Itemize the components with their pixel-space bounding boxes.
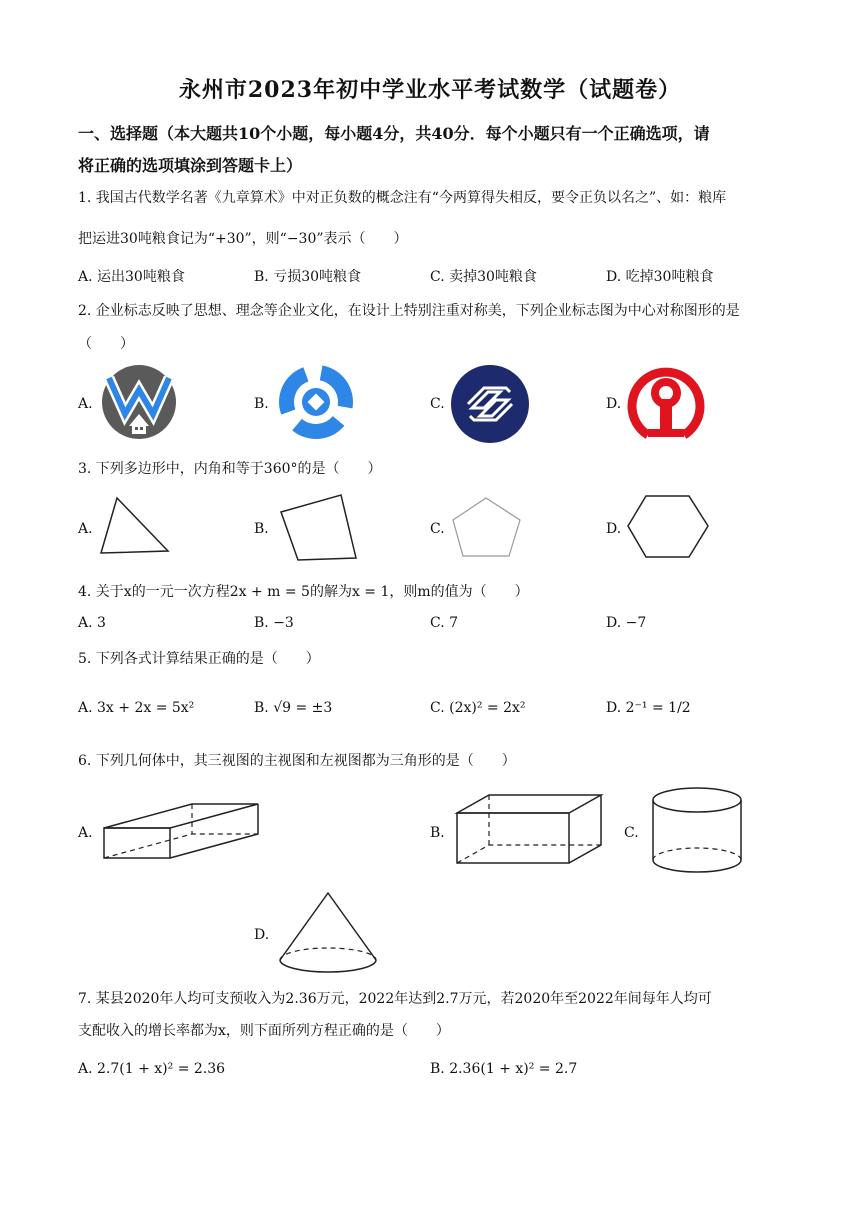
q1-option-d: D. 吃掉30吨粮食 [606,269,714,285]
q1-stem-line2: 把运进30吨粮食记为“+30”，则“−30”表示（ ） [78,231,408,247]
section-heading-line1: 一、选择题（本大题共10个小题，每小题4分，共40分．每个小题只有一个正确选项，请 [78,124,710,143]
cone-shape [276,890,380,976]
q4-option-d: D. −7 [606,615,647,631]
q6-label-a: A. [78,825,93,841]
q4-option-b: B. −3 [254,615,294,631]
q3-stem: 3. 下列多边形中，内角和等于360°的是（ ） [78,461,382,477]
q5-option-b: B. √9 = ±3 [254,700,333,716]
page-title: 永州市2023年初中学业水平考试数学（试题卷） [178,77,682,103]
q7-option-a: A. 2.7(1 + x)² = 2.36 [78,1061,226,1077]
q5-stem: 5. 下列各式计算结果正确的是（ ） [78,651,320,667]
q3-label-a: A. [78,521,93,537]
logo-c-interlock [450,364,530,444]
box-prism-shape [455,793,605,867]
quadrilateral-shape [275,492,360,562]
flat-prism-shape [102,800,262,862]
q6-label-d: D. [254,927,270,943]
q4-option-a: A. 3 [78,615,106,631]
q2-stem-line2: （ ） [78,336,134,352]
q1-option-a: A. 运出30吨粮食 [78,269,185,285]
q3-label-d: D. [606,521,622,537]
logo-a-w-house [101,364,177,440]
q1-stem-line1: 1. 我国古代数学名著《九章算术》中对正负数的概念注有“今两算得失相反，要令正负以名之”、如：粮库 [78,190,727,206]
triangle-shape [95,495,175,557]
pentagon-shape [450,495,525,560]
q5-option-a: A. 3x + 2x = 5x² [78,700,195,716]
q1-option-b: B. 亏损30吨粮食 [254,269,362,285]
q6-stem: 6. 下列几何体中，其三视图的主视图和左视图都为三角形的是（ ） [78,753,516,769]
section-heading-line2: 将正确的选项填涂到答题卡上） [78,156,303,175]
q7-stem-line2: 支配收入的增长率都为x，则下面所列方程正确的是（ ） [78,1023,450,1039]
q2-label-c: C. [430,396,445,412]
q2-label-b: B. [254,396,269,412]
q3-label-b: B. [254,521,269,537]
q6-label-b: B. [430,825,445,841]
q5-option-c: C. (2x)² = 2x² [430,700,526,716]
q3-label-c: C. [430,521,445,537]
cylinder-shape [650,786,745,876]
logo-b-swirl [276,362,356,442]
hexagon-shape [626,493,710,561]
q6-label-c: C. [624,825,639,841]
q2-label-d: D. [606,396,622,412]
q4-option-c: C. 7 [430,615,459,631]
q4-stem: 4. 关于x的一元一次方程2x + m = 5的解为x = 1，则m的值为（ ） [78,584,529,600]
logo-d-railway [626,363,706,443]
q7-option-b: B. 2.36(1 + x)² = 2.7 [430,1061,578,1077]
q7-stem-line1: 7. 某县2020年人均可支预收入为2.36万元，2022年达到2.7万元，若2020年至2022年间每年人均可 [78,991,712,1007]
q2-stem-line1: 2. 企业标志反映了思想、理念等企业文化，在设计上特别注重对称美，下列企业标志图为中心对称图形的是 [78,303,740,319]
q2-label-a: A. [78,396,93,412]
q5-option-d: D. 2⁻¹ = 1/2 [606,700,691,716]
q1-option-c: C. 卖掉30吨粮食 [430,269,537,285]
